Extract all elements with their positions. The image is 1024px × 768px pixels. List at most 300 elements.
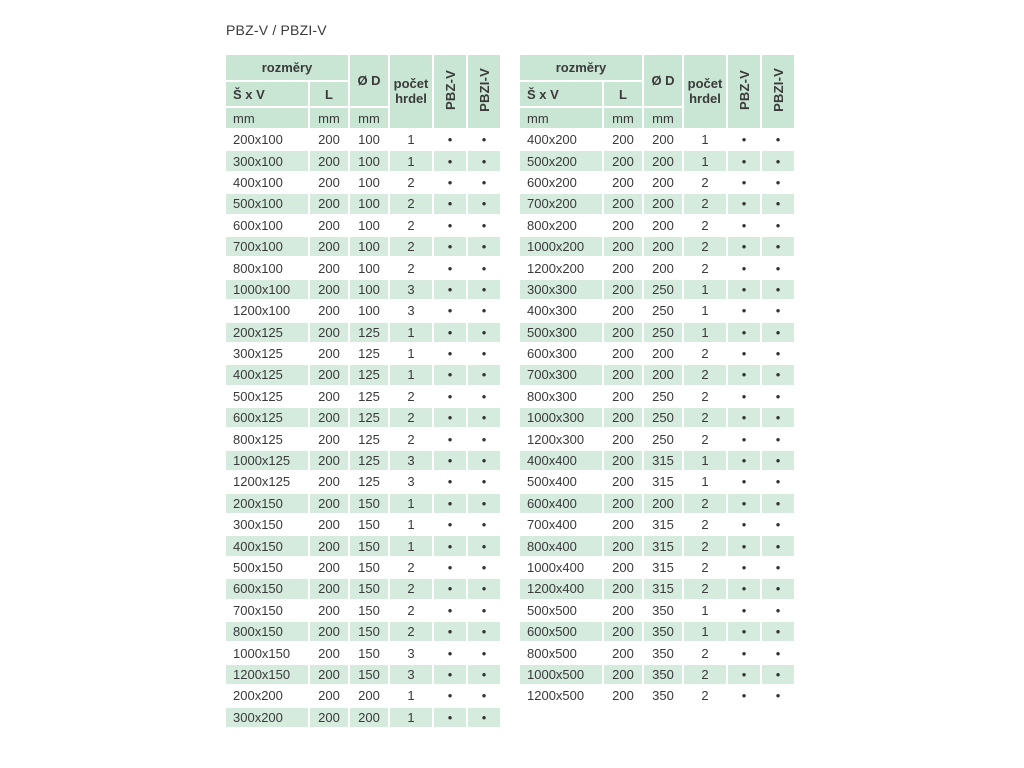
cell-diameter: 250 — [644, 429, 682, 448]
cell-pbziv-dot: • — [762, 686, 794, 705]
cell-pbziv-dot: • — [468, 472, 500, 491]
cell-pbziv-dot: • — [468, 536, 500, 555]
cell-length: 200 — [604, 686, 642, 705]
header-pbziv — [762, 55, 794, 128]
cell-length: 200 — [604, 558, 642, 577]
table-row — [226, 301, 500, 320]
cell-length: 200 — [310, 323, 348, 342]
cell-pbzv-dot: • — [434, 194, 466, 213]
cell-neck-count: 3 — [390, 472, 432, 491]
cell-dimensions: 1200x300 — [520, 429, 602, 448]
cell-pbzv-dot: • — [728, 536, 760, 555]
cell-diameter: 125 — [350, 472, 388, 491]
cell-diameter: 100 — [350, 258, 388, 277]
cell-neck-count: 1 — [684, 130, 726, 149]
cell-length: 200 — [604, 194, 642, 213]
cell-pbzv-dot: • — [728, 365, 760, 384]
cell-neck-count: 1 — [390, 708, 432, 727]
cell-diameter: 125 — [350, 408, 388, 427]
cell-pbzv-dot: • — [434, 280, 466, 299]
cell-neck-count: 2 — [684, 408, 726, 427]
cell-neck-count: 1 — [684, 622, 726, 641]
cell-dimensions: 200x200 — [226, 686, 308, 705]
table-row — [520, 622, 794, 641]
cell-pbzv-dot: • — [434, 429, 466, 448]
cell-length: 200 — [604, 494, 642, 513]
table-row — [520, 130, 794, 149]
cell-diameter: 125 — [350, 451, 388, 470]
cell-dimensions: 800x125 — [226, 429, 308, 448]
cell-pbzv-dot: • — [434, 601, 466, 620]
cell-length: 200 — [310, 173, 348, 192]
cell-length: 200 — [604, 258, 642, 277]
cell-pbzv-dot: • — [434, 643, 466, 662]
cell-diameter: 125 — [350, 387, 388, 406]
cell-pbziv-dot: • — [468, 323, 500, 342]
cell-diameter: 250 — [644, 301, 682, 320]
cell-pbzv-dot: • — [434, 365, 466, 384]
table-row — [226, 472, 500, 491]
cell-length: 200 — [604, 408, 642, 427]
cell-neck-count: 2 — [684, 515, 726, 534]
cell-pbzv-dot: • — [728, 323, 760, 342]
cell-length: 200 — [310, 601, 348, 620]
cell-length: 200 — [604, 216, 642, 235]
cell-length: 200 — [604, 536, 642, 555]
cell-pbzv-dot: • — [434, 237, 466, 256]
cell-length: 200 — [310, 301, 348, 320]
cell-neck-count: 1 — [684, 151, 726, 170]
cell-diameter: 100 — [350, 173, 388, 192]
cell-dimensions: 700x100 — [226, 237, 308, 256]
cell-pbziv-dot: • — [468, 515, 500, 534]
cell-pbzv-dot: • — [434, 408, 466, 427]
cell-length: 200 — [310, 429, 348, 448]
cell-length: 200 — [310, 708, 348, 727]
table-row — [520, 408, 794, 427]
table-row — [520, 515, 794, 534]
cell-neck-count: 2 — [684, 237, 726, 256]
cell-dimensions: 400x150 — [226, 536, 308, 555]
cell-pbziv-dot: • — [468, 579, 500, 598]
cell-length: 200 — [310, 665, 348, 684]
cell-neck-count: 2 — [390, 216, 432, 235]
cell-pbzv-dot: • — [434, 686, 466, 705]
header-dimensions: rozměry — [226, 55, 348, 80]
cell-neck-count: 2 — [390, 408, 432, 427]
cell-dimensions: 800x150 — [226, 622, 308, 641]
cell-pbziv-dot: • — [762, 344, 794, 363]
cell-length: 200 — [310, 536, 348, 555]
cell-neck-count: 2 — [684, 258, 726, 277]
header-neck-count-line1: počet — [687, 75, 723, 91]
cell-neck-count: 2 — [684, 194, 726, 213]
cell-diameter: 250 — [644, 323, 682, 342]
header-sxv: Š x V — [226, 82, 308, 106]
cell-pbzv-dot: • — [434, 151, 466, 170]
cell-length: 200 — [604, 579, 642, 598]
cell-neck-count: 1 — [390, 536, 432, 555]
table-row — [520, 323, 794, 342]
cell-diameter: 350 — [644, 622, 682, 641]
cell-neck-count: 1 — [684, 451, 726, 470]
table-row — [226, 429, 500, 448]
cell-neck-count: 3 — [390, 643, 432, 662]
cell-neck-count: 2 — [684, 173, 726, 192]
table-row — [520, 665, 794, 684]
cell-pbzv-dot: • — [434, 344, 466, 363]
cell-diameter: 350 — [644, 643, 682, 662]
cell-length: 200 — [604, 601, 642, 620]
table-row — [226, 194, 500, 213]
cell-length: 200 — [604, 344, 642, 363]
cell-pbzv-dot: • — [434, 579, 466, 598]
cell-diameter: 100 — [350, 280, 388, 299]
cell-length: 200 — [310, 558, 348, 577]
cell-diameter: 315 — [644, 579, 682, 598]
cell-dimensions: 400x125 — [226, 365, 308, 384]
cell-dimensions: 500x150 — [226, 558, 308, 577]
cell-neck-count: 1 — [390, 323, 432, 342]
cell-pbziv-dot: • — [762, 429, 794, 448]
cell-pbzv-dot: • — [728, 494, 760, 513]
cell-diameter: 125 — [350, 344, 388, 363]
table-row — [520, 280, 794, 299]
cell-diameter: 315 — [644, 451, 682, 470]
cell-pbzv-dot: • — [728, 429, 760, 448]
cell-neck-count: 1 — [390, 151, 432, 170]
cell-diameter: 200 — [644, 216, 682, 235]
cell-pbzv-dot: • — [434, 451, 466, 470]
cell-pbziv-dot: • — [762, 216, 794, 235]
table-row — [226, 451, 500, 470]
cell-dimensions: 300x125 — [226, 344, 308, 363]
cell-diameter: 150 — [350, 622, 388, 641]
table-body — [520, 130, 794, 706]
cell-pbzv-dot: • — [728, 451, 760, 470]
header-unit-mm-2: mm — [310, 108, 348, 128]
cell-pbziv-dot: • — [468, 408, 500, 427]
cell-neck-count: 2 — [390, 237, 432, 256]
cell-pbzv-dot: • — [434, 515, 466, 534]
cell-pbziv-dot: • — [468, 643, 500, 662]
table-row — [226, 216, 500, 235]
header-pbzv — [728, 55, 760, 128]
cell-length: 200 — [604, 173, 642, 192]
cell-length: 200 — [604, 151, 642, 170]
header-pbzv-label: PBZ-V — [736, 70, 752, 110]
cell-pbzv-dot: • — [434, 173, 466, 192]
cell-pbzv-dot: • — [728, 173, 760, 192]
cell-length: 200 — [310, 280, 348, 299]
cell-pbziv-dot: • — [468, 387, 500, 406]
cell-length: 200 — [604, 451, 642, 470]
table-row — [226, 494, 500, 513]
cell-length: 200 — [310, 408, 348, 427]
cell-diameter: 350 — [644, 665, 682, 684]
cell-diameter: 150 — [350, 536, 388, 555]
cell-pbzv-dot: • — [728, 665, 760, 684]
cell-pbziv-dot: • — [762, 258, 794, 277]
header-unit-mm-2: mm — [604, 108, 642, 128]
cell-pbziv-dot: • — [468, 429, 500, 448]
cell-pbziv-dot: • — [468, 622, 500, 641]
cell-length: 200 — [310, 643, 348, 662]
cell-pbziv-dot: • — [468, 601, 500, 620]
cell-diameter: 100 — [350, 130, 388, 149]
cell-pbziv-dot: • — [762, 494, 794, 513]
cell-length: 200 — [310, 365, 348, 384]
table-row — [520, 194, 794, 213]
cell-pbzv-dot: • — [728, 216, 760, 235]
cell-dimensions: 600x300 — [520, 344, 602, 363]
cell-neck-count: 2 — [684, 494, 726, 513]
cell-dimensions: 300x200 — [226, 708, 308, 727]
cell-dimensions: 600x100 — [226, 216, 308, 235]
cell-diameter: 315 — [644, 515, 682, 534]
cell-neck-count: 2 — [390, 429, 432, 448]
cell-pbzv-dot: • — [434, 258, 466, 277]
cell-neck-count: 1 — [390, 515, 432, 534]
cell-pbzv-dot: • — [728, 686, 760, 705]
table-row — [520, 258, 794, 277]
table-row — [226, 579, 500, 598]
cell-length: 200 — [604, 365, 642, 384]
cell-neck-count: 2 — [684, 579, 726, 598]
header-dimensions: rozměry — [520, 55, 642, 80]
header-pbziv-label: PBZI-V — [770, 68, 786, 112]
cell-neck-count: 1 — [390, 344, 432, 363]
header-pbziv-label: PBZI-V — [476, 68, 492, 112]
cell-neck-count: 2 — [390, 387, 432, 406]
cell-length: 200 — [310, 472, 348, 491]
header-pbzv-label: PBZ-V — [442, 70, 458, 110]
cell-length: 200 — [310, 237, 348, 256]
cell-length: 200 — [310, 494, 348, 513]
table-row — [226, 601, 500, 620]
table-row — [226, 130, 500, 149]
cell-neck-count: 2 — [390, 622, 432, 641]
table-header — [520, 55, 794, 128]
table-row — [520, 494, 794, 513]
cell-pbzv-dot: • — [728, 301, 760, 320]
cell-pbziv-dot: • — [762, 301, 794, 320]
cell-dimensions: 400x400 — [520, 451, 602, 470]
header-l: L — [310, 82, 348, 106]
cell-dimensions: 300x100 — [226, 151, 308, 170]
header-unit-mm-1: mm — [520, 108, 602, 128]
cell-neck-count: 1 — [684, 323, 726, 342]
cell-dimensions: 400x100 — [226, 173, 308, 192]
cell-pbziv-dot: • — [468, 301, 500, 320]
header-neck-count-line2: hrdel — [689, 90, 721, 106]
cell-dimensions: 600x125 — [226, 408, 308, 427]
cell-neck-count: 2 — [684, 387, 726, 406]
cell-dimensions: 500x500 — [520, 601, 602, 620]
cell-dimensions: 500x400 — [520, 472, 602, 491]
cell-pbziv-dot: • — [762, 387, 794, 406]
cell-pbziv-dot: • — [468, 451, 500, 470]
header-neck-count — [390, 55, 432, 128]
cell-neck-count: 1 — [684, 280, 726, 299]
cell-diameter: 125 — [350, 323, 388, 342]
cell-length: 200 — [604, 237, 642, 256]
cell-diameter: 100 — [350, 194, 388, 213]
table-row — [226, 408, 500, 427]
table-row — [226, 536, 500, 555]
table-row — [226, 515, 500, 534]
cell-diameter: 350 — [644, 601, 682, 620]
cell-diameter: 200 — [350, 708, 388, 727]
cell-pbziv-dot: • — [468, 494, 500, 513]
cell-dimensions: 800x400 — [520, 536, 602, 555]
cell-dimensions: 700x150 — [226, 601, 308, 620]
cell-length: 200 — [604, 280, 642, 299]
cell-diameter: 200 — [350, 686, 388, 705]
cell-dimensions: 700x400 — [520, 515, 602, 534]
cell-pbziv-dot: • — [762, 365, 794, 384]
cell-length: 200 — [604, 515, 642, 534]
cell-pbziv-dot: • — [762, 173, 794, 192]
cell-neck-count: 1 — [684, 601, 726, 620]
cell-neck-count: 2 — [684, 365, 726, 384]
cell-neck-count: 3 — [390, 665, 432, 684]
cell-diameter: 315 — [644, 536, 682, 555]
cell-dimensions: 300x300 — [520, 280, 602, 299]
header-neck-count — [684, 55, 726, 128]
cell-pbzv-dot: • — [434, 536, 466, 555]
cell-diameter: 100 — [350, 237, 388, 256]
cell-length: 200 — [604, 665, 642, 684]
cell-dimensions: 700x300 — [520, 365, 602, 384]
table-row — [226, 708, 500, 727]
cell-length: 200 — [310, 387, 348, 406]
cell-dimensions: 1000x100 — [226, 280, 308, 299]
cell-neck-count: 1 — [684, 301, 726, 320]
cell-pbziv-dot: • — [762, 579, 794, 598]
table-row — [520, 472, 794, 491]
cell-pbziv-dot: • — [762, 151, 794, 170]
cell-dimensions: 400x200 — [520, 130, 602, 149]
cell-diameter: 150 — [350, 665, 388, 684]
cell-pbziv-dot: • — [762, 601, 794, 620]
cell-dimensions: 200x100 — [226, 130, 308, 149]
cell-diameter: 200 — [644, 130, 682, 149]
table-row — [520, 301, 794, 320]
cell-length: 200 — [310, 344, 348, 363]
cell-diameter: 350 — [644, 686, 682, 705]
table-row — [520, 237, 794, 256]
cell-pbzv-dot: • — [728, 151, 760, 170]
header-sxv: Š x V — [520, 82, 602, 106]
cell-pbzv-dot: • — [728, 194, 760, 213]
cell-diameter: 100 — [350, 216, 388, 235]
cell-neck-count: 2 — [390, 173, 432, 192]
cell-diameter: 100 — [350, 151, 388, 170]
cell-pbzv-dot: • — [434, 558, 466, 577]
header-pbziv — [468, 55, 500, 128]
cell-length: 200 — [310, 451, 348, 470]
cell-dimensions: 300x150 — [226, 515, 308, 534]
table-row — [520, 151, 794, 170]
cell-dimensions: 800x300 — [520, 387, 602, 406]
cell-dimensions: 500x200 — [520, 151, 602, 170]
cell-dimensions: 800x200 — [520, 216, 602, 235]
cell-diameter: 200 — [644, 365, 682, 384]
cell-length: 200 — [604, 643, 642, 662]
cell-neck-count: 1 — [390, 365, 432, 384]
cell-diameter: 250 — [644, 387, 682, 406]
cell-neck-count: 2 — [684, 643, 726, 662]
cell-diameter: 150 — [350, 643, 388, 662]
cell-pbzv-dot: • — [728, 472, 760, 491]
cell-diameter: 200 — [644, 194, 682, 213]
header-unit-mm-3: mm — [644, 108, 682, 128]
table-body — [226, 130, 500, 727]
cell-pbziv-dot: • — [762, 408, 794, 427]
cell-diameter: 200 — [644, 237, 682, 256]
table-row — [226, 622, 500, 641]
cell-length: 200 — [604, 472, 642, 491]
table-row — [520, 344, 794, 363]
cell-dimensions: 700x200 — [520, 194, 602, 213]
cell-pbziv-dot: • — [468, 558, 500, 577]
cell-neck-count: 2 — [684, 665, 726, 684]
cell-diameter: 200 — [644, 494, 682, 513]
cell-length: 200 — [310, 686, 348, 705]
table-row — [520, 536, 794, 555]
cell-dimensions: 1000x150 — [226, 643, 308, 662]
table-row — [226, 643, 500, 662]
table-row — [226, 173, 500, 192]
cell-dimensions: 500x125 — [226, 387, 308, 406]
cell-neck-count: 3 — [390, 301, 432, 320]
cell-dimensions: 1000x500 — [520, 665, 602, 684]
header-pbzv — [434, 55, 466, 128]
cell-pbzv-dot: • — [434, 472, 466, 491]
cell-neck-count: 2 — [684, 344, 726, 363]
cell-pbziv-dot: • — [468, 258, 500, 277]
cell-dimensions: 1200x100 — [226, 301, 308, 320]
spec-table-left — [224, 53, 502, 729]
cell-neck-count: 2 — [390, 558, 432, 577]
cell-dimensions: 1200x400 — [520, 579, 602, 598]
cell-diameter: 150 — [350, 579, 388, 598]
cell-dimensions: 200x125 — [226, 323, 308, 342]
cell-dimensions: 600x400 — [520, 494, 602, 513]
table-row — [520, 601, 794, 620]
cell-pbziv-dot: • — [468, 686, 500, 705]
cell-pbziv-dot: • — [762, 237, 794, 256]
cell-pbziv-dot: • — [468, 237, 500, 256]
cell-length: 200 — [310, 194, 348, 213]
cell-pbziv-dot: • — [762, 472, 794, 491]
table-row — [520, 429, 794, 448]
cell-diameter: 200 — [644, 151, 682, 170]
cell-dimensions: 800x500 — [520, 643, 602, 662]
cell-length: 200 — [604, 130, 642, 149]
cell-pbzv-dot: • — [434, 130, 466, 149]
cell-dimensions: 1200x500 — [520, 686, 602, 705]
cell-pbzv-dot: • — [434, 622, 466, 641]
cell-neck-count: 1 — [684, 472, 726, 491]
cell-length: 200 — [604, 323, 642, 342]
cell-pbzv-dot: • — [728, 258, 760, 277]
header-diameter: Ø D — [644, 55, 682, 106]
cell-diameter: 100 — [350, 301, 388, 320]
header-unit-mm-1: mm — [226, 108, 308, 128]
cell-pbzv-dot: • — [434, 665, 466, 684]
